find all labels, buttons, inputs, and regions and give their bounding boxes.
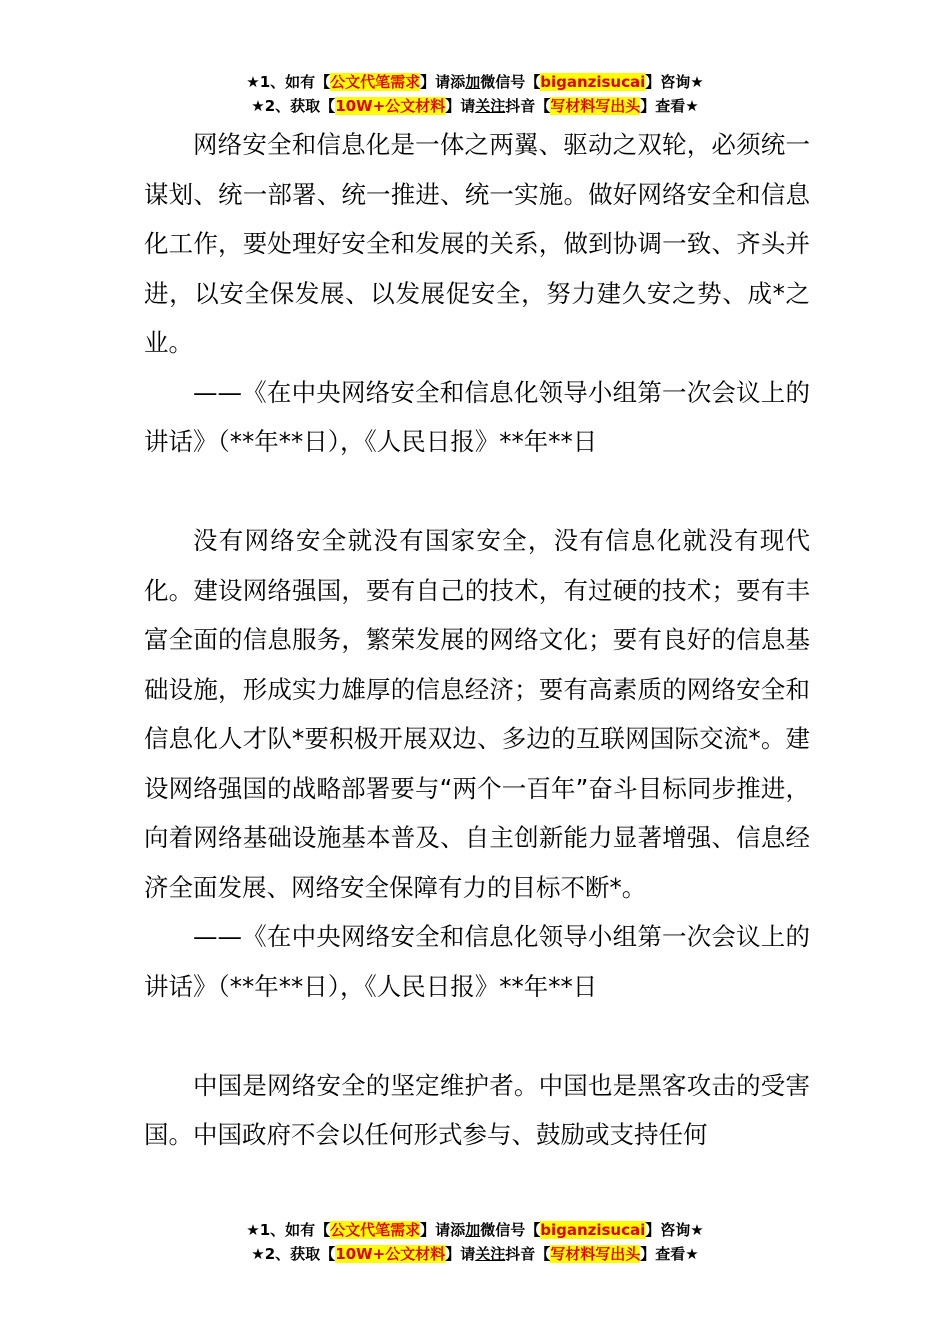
spacer (144, 467, 810, 517)
banner-emphasis: 加 (465, 73, 481, 91)
paragraph: 中国是网络安全的坚定维护者。中国也是黑客攻击的受害国。中国政府不会以任何形式参与、鼓励或支持任何 (144, 1070, 810, 1149)
highlight-materials: 10W+公文材料 (335, 97, 446, 115)
paragraph: 没有网络安全就没有国家安全，没有信息化就没有现代化。建设网络强国，要有自己的技术，有过硬的技术；要有丰富全面的信息服务，繁荣发展的网络文化；要有良好的信息基础设施，形成实力雄厚的信息经济；要有高素质的网络安全和信息化人才队*要积极开展双边、多边的互联网国际交流*。建设网络强国的战略部署要与“两个一百年”奋斗目标同步推进，向着网络基础设施基本普及、自主创新能力显著增强、信息经济全面发展、网络安全保障有力的目标不断*。 (144, 526, 810, 902)
paragraph: 网络安全和信息化是一体之两翼、驱动之双轮，必须统一谋划、统一部署、统一推进、统一实施。做好网络安全和信息化工作，要处理好安全和发展的关系，做到协调一致、齐头并进，以安全保发展、以发展促安全，努力建久安之势、成*之业。 (144, 130, 810, 357)
banner-text: 抖音【 (505, 1245, 551, 1263)
banner-emphasis: 关注 (475, 1245, 506, 1263)
banner-text: 微信号【 (480, 1221, 541, 1239)
banner-text: 】请 (445, 1245, 476, 1263)
banner-text: 】咨询★ (645, 1221, 704, 1239)
citation: ——《在中央网络安全和信息化领导小组第一次会议上的讲话》（**年**日），《人民日报》**年**日 (144, 922, 810, 1001)
citation: ——《在中央网络安全和信息化领导小组第一次会议上的讲话》（**年**日），《人民日报》**年**日 (144, 377, 810, 456)
banner-text: 微信号【 (480, 73, 541, 91)
highlight-service: 公文代笔需求 (330, 1221, 421, 1239)
spacer (144, 1011, 810, 1061)
footer-banner (0, 1218, 950, 1266)
header-banner (0, 70, 950, 118)
banner-emphasis: 加 (465, 1221, 481, 1239)
highlight-materials: 10W+公文材料 (335, 1245, 446, 1263)
highlight-wechat-id: biganzisucai (540, 73, 646, 91)
document-body (144, 120, 810, 1160)
banner-line-1 (0, 1218, 950, 1242)
highlight-wechat-id: biganzisucai (540, 1221, 646, 1239)
banner-text: 】咨询★ (645, 73, 704, 91)
banner-line-2 (0, 1242, 950, 1266)
banner-line-1 (0, 70, 950, 94)
banner-text: 】请 (445, 97, 476, 115)
banner-text: 】请添 (420, 73, 466, 91)
banner-text: 】查看★ (640, 97, 699, 115)
highlight-douyin: 写材料写出头 (550, 97, 641, 115)
banner-text: 】查看★ (640, 1245, 699, 1263)
banner-emphasis: 关注 (475, 97, 506, 115)
banner-text: ★2、获取【 (251, 1245, 336, 1263)
banner-text: 抖音【 (505, 97, 551, 115)
highlight-service: 公文代笔需求 (330, 73, 421, 91)
banner-text: 】请添 (420, 1221, 466, 1239)
banner-line-2 (0, 94, 950, 118)
banner-text: ★1、如有【 (246, 73, 331, 91)
banner-text: ★1、如有【 (246, 1221, 331, 1239)
banner-text: ★2、获取【 (251, 97, 336, 115)
highlight-douyin: 写材料写出头 (550, 1245, 641, 1263)
